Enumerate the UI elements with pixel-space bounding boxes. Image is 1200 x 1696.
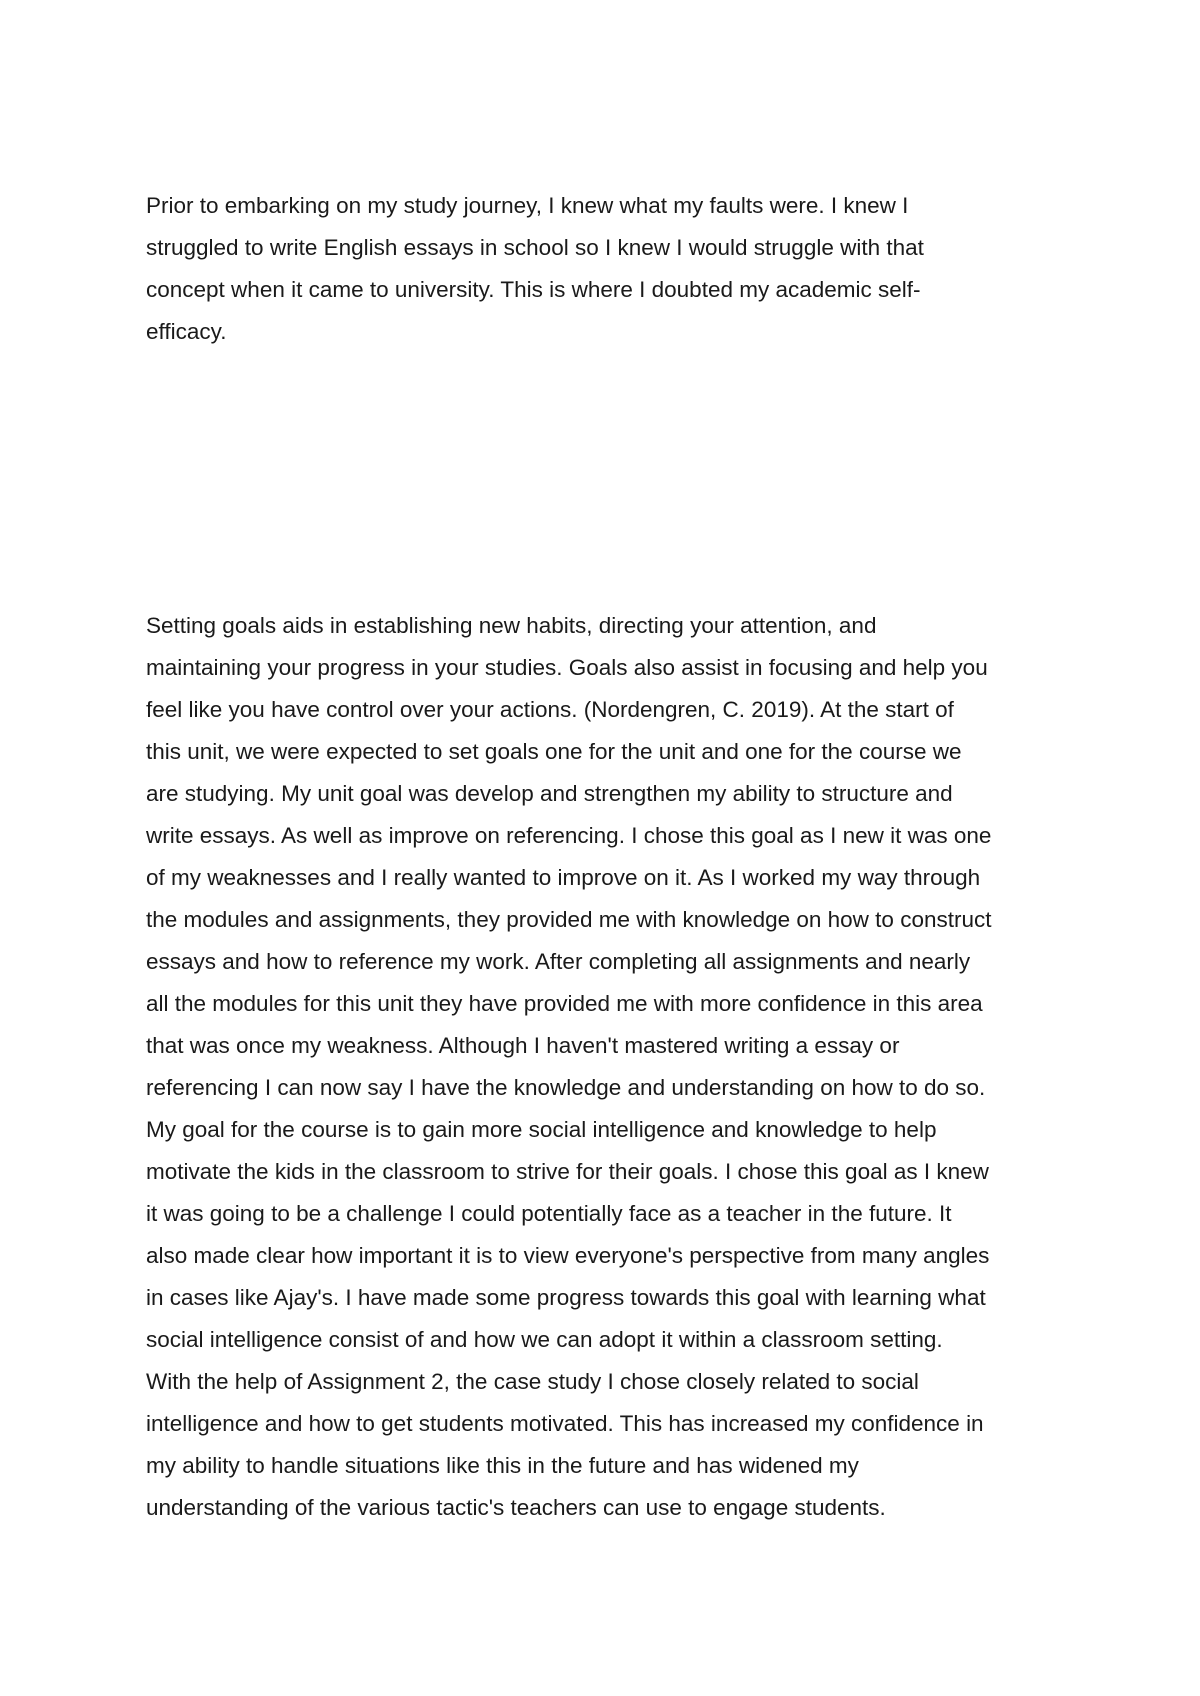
text-line: that was once my weakness. Although I haven't mastered writing a essay or bbox=[146, 1033, 900, 1058]
text-line: this unit, we were expected to set goals one for the unit and one for the course we bbox=[146, 739, 962, 764]
text-line: it was going to be a challenge I could potentially face as a teacher in the future. It bbox=[146, 1201, 952, 1226]
text-line: understanding of the various tactic's teachers can use to engage students. bbox=[146, 1495, 886, 1520]
text-line: My goal for the course is to gain more social intelligence and knowledge to help bbox=[146, 1117, 937, 1142]
text-line: intelligence and how to get students motivated. This has increased my confidence in bbox=[146, 1411, 984, 1436]
text-line: feel like you have control over your actions. (Nordengren, C. 2019). At the start of bbox=[146, 697, 954, 722]
text-line: maintaining your progress in your studies. Goals also assist in focusing and help you bbox=[146, 655, 988, 680]
text-line: Prior to embarking on my study journey, I knew what my faults were. I knew I bbox=[146, 193, 909, 218]
text-line: concept when it came to university. This is where I doubted my academic self- bbox=[146, 277, 921, 302]
text-line: write essays. As well as improve on referencing. I chose this goal as I new it was one bbox=[146, 823, 992, 848]
text-line: the modules and assignments, they provided me with knowledge on how to construct bbox=[146, 907, 992, 932]
text-line: struggled to write English essays in school so I knew I would struggle with that bbox=[146, 235, 924, 260]
text-line: efficacy. bbox=[146, 319, 227, 344]
text-line: my ability to handle situations like this in the future and has widened my bbox=[146, 1453, 859, 1478]
text-line: With the help of Assignment 2, the case study I chose closely related to social bbox=[146, 1369, 919, 1394]
text-line: essays and how to reference my work. After completing all assignments and nearly bbox=[146, 949, 971, 974]
text-line: also made clear how important it is to view everyone's perspective from many angles bbox=[146, 1243, 990, 1268]
text-line: motivate the kids in the classroom to strive for their goals. I chose this goal as I knew bbox=[146, 1159, 989, 1184]
text-line: in cases like Ajay's. I have made some progress towards this goal with learning what bbox=[146, 1285, 986, 1310]
text-line: are studying. My unit goal was develop and strengthen my ability to structure and bbox=[146, 781, 953, 806]
text-line: of my weaknesses and I really wanted to improve on it. As I worked my way through bbox=[146, 865, 981, 890]
text-line: all the modules for this unit they have provided me with more confidence in this area bbox=[146, 991, 983, 1016]
text-line: referencing I can now say I have the knowledge and understanding on how to do so. bbox=[146, 1075, 986, 1100]
text-line: Setting goals aids in establishing new habits, directing your attention, and bbox=[146, 613, 877, 638]
text-line: social intelligence consist of and how we can adopt it within a classroom setting. bbox=[146, 1327, 943, 1352]
